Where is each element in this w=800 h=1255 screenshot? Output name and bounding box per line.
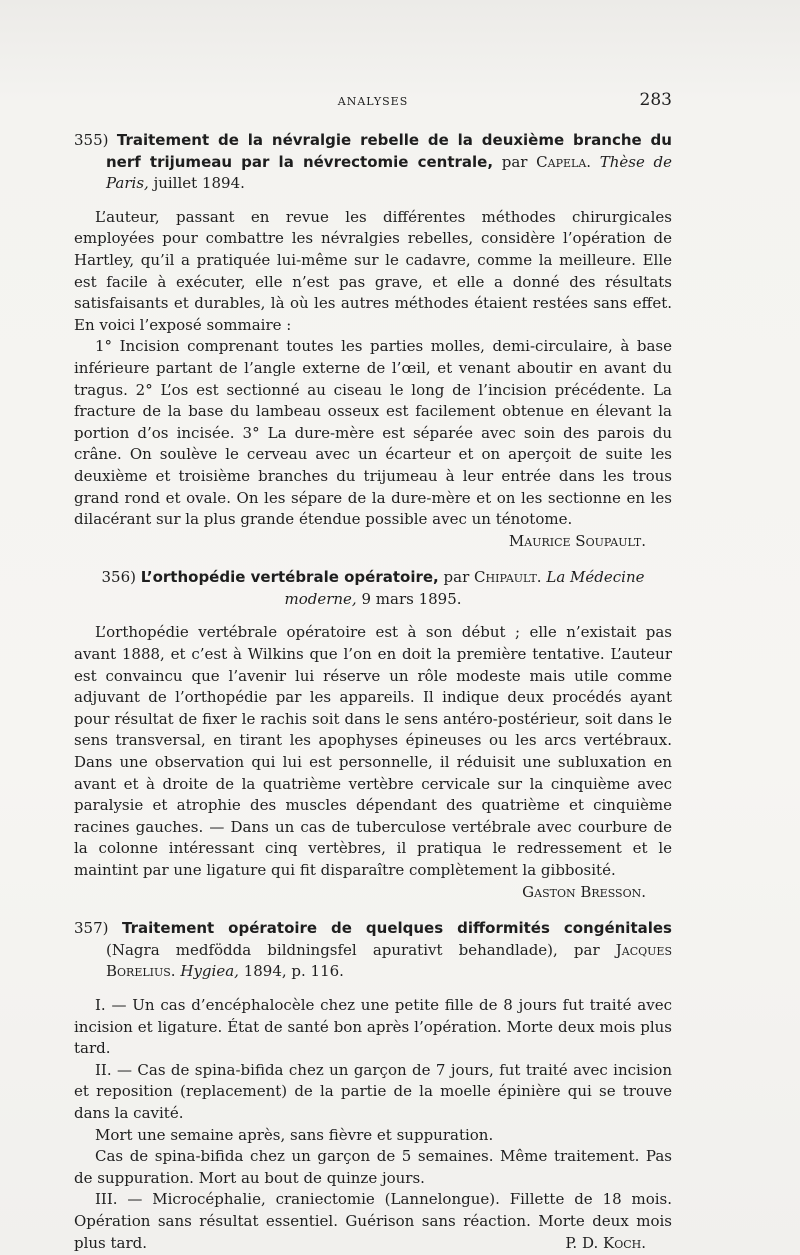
entry-paragraph <box>74 622 672 901</box>
entry-paragraph: I. — Un cas d’encéphalocèle chez une petite fille de 8 jours fut traité avec incision et ligature. État de santé bon après l’opération. Morte deux mois plus tard. <box>74 995 672 1058</box>
entry-date: 9 mars 1895. <box>361 589 462 608</box>
page-number: 283 <box>639 90 672 110</box>
entry-source: Thèse de Paris, <box>106 152 672 193</box>
entry-paragraph <box>74 336 672 550</box>
entry-source: Hygiea, <box>180 962 239 981</box>
entry-heading <box>74 918 672 983</box>
page-header <box>74 90 672 112</box>
entry-by: par <box>443 568 470 587</box>
entry-date: juillet 1894. <box>153 174 245 193</box>
entry-paragraph-text: L’orthopédie vertébrale opératoire est à son début ; elle n’existait pas avant 1888, et c’est à Wilkins que l’on en doit la première tentative. L’auteur est convaincu que l’avenir lui réserve un rôle modeste mais utile comme adjuvant de l’orthopédie par les appareils. Il indique deux procédés ayant pour résultat de fixer le rachis soit dans le sens antéro-postérieur, soit dans le sens transversal, en tirant les apophyses épineuses ou les arcs vertébraux. Dans une observation qui lui est personnelle, il réduisit une subluxation en avant et à droite de la quatrième vertèbre cervicale sur la cinquième avec paralysie et atrophie des muscles dépendant des quatrième et cinquième racines gauches. — Dans un cas de tuberculose vertébrale avec courbure de la colonne intéressant cinq vertèbres, il pratiqua le redressement et le maintint par une ligature qui fit disparaître complètement la gibbosité. <box>74 623 672 879</box>
entry-signature: P. D. Koch. <box>565 1233 646 1252</box>
entry-paragraph: Cas de spina-bifida chez un garçon de 5 semaines. Même traitement. Pas de suppuration. Mort au bout de quinze jours. <box>74 1147 672 1187</box>
entry-source: La Médecine moderne, <box>284 568 645 608</box>
entry-paragraph: L’auteur, passant en revue les différentes méthodes chirurgicales employées pour combattre les névralgies rebelles, considère l’opération de Hartley, qu’il a pratiquée lui-même sur le cadavre, comme la meilleure. Elle est facile à exécuter, elle n’est pas grave, et elle a donné des résultats satisfaisants et durables, là où les autres méthodes étaient restées sans effet. En voici l’exposé sommaire : <box>74 207 672 334</box>
entry-357 <box>74 918 672 1254</box>
entry-number: 357) <box>74 919 109 938</box>
entry-paragraph <box>74 1189 672 1254</box>
entry-number: 355) <box>74 131 109 149</box>
entry-author: Capela. <box>536 152 592 171</box>
entry-paragraph-text: 1° Incision comprenant toutes les parties molles, demi-circulaire, à base inférieure partant de l’angle externe de l’œil, et venant aboutir en avant du tragus. 2° L’os est sectionné au ciseau le long de l’incision précédente. La fracture de la base du lambeau osseux est facilement obtenue en élevant la portion d’os incisée. 3° La dure-mère est séparée avec soin des parois du crâne. On soulève le cerveau avec un écarteur et on aperçoit de suite les deuxième et troisième branches du trijumeau à leur entrée dans les trous grand rond et ovale. On les sépare de la dure-mère et on les sectionne en les dilacérant sur la plus grande étendue possible avec un ténotome. <box>74 337 672 529</box>
entry-355 <box>74 130 672 552</box>
page-body <box>74 130 672 1254</box>
entry-by: par <box>573 940 600 959</box>
entry-paragraph: II. — Cas de spina-bifida chez un garçon de 7 jours, fut traité avec incision et reposition (replacement) de la partie de la moelle épinière qui se trouve dans la cavité. <box>74 1060 672 1122</box>
entry-paragraph-text: III. — Microcéphalie, craniectomie (Lannelongue). Fillette de 18 mois. Opération sans résultat essentiel. Guérison sans réaction. Morte deux mois plus tard. <box>74 1190 672 1252</box>
entry-subtitle: (Nagra medfödda bildningsfel apurativt behandlade), <box>106 940 558 959</box>
entry-signature: Maurice Soupault. <box>508 531 646 550</box>
entry-heading <box>74 567 672 610</box>
entry-title: L’orthopédie vertébrale opératoire, <box>140 568 439 587</box>
entry-heading <box>74 130 672 195</box>
running-head: ANALYSES <box>337 95 409 108</box>
entry-author: Chipault. <box>474 568 542 587</box>
entry-356 <box>74 567 672 903</box>
entry-number: 356) <box>101 568 136 587</box>
entry-author: Jacques Borelius. <box>106 940 672 981</box>
entry-signature: Gaston Bresson. <box>522 882 646 901</box>
entry-paragraph: Mort une semaine après, sans fièvre et suppuration. <box>95 1125 494 1144</box>
entry-title: Traitement de la névralgie rebelle de la deuxième branche du nerf trijumeau par la névrectomie centrale, <box>106 131 672 171</box>
entry-date: 1894, p. 116. <box>243 962 344 981</box>
entry-title: Traitement opératoire de quelques difformités congénitales <box>121 919 672 938</box>
entry-by: par <box>501 152 528 171</box>
